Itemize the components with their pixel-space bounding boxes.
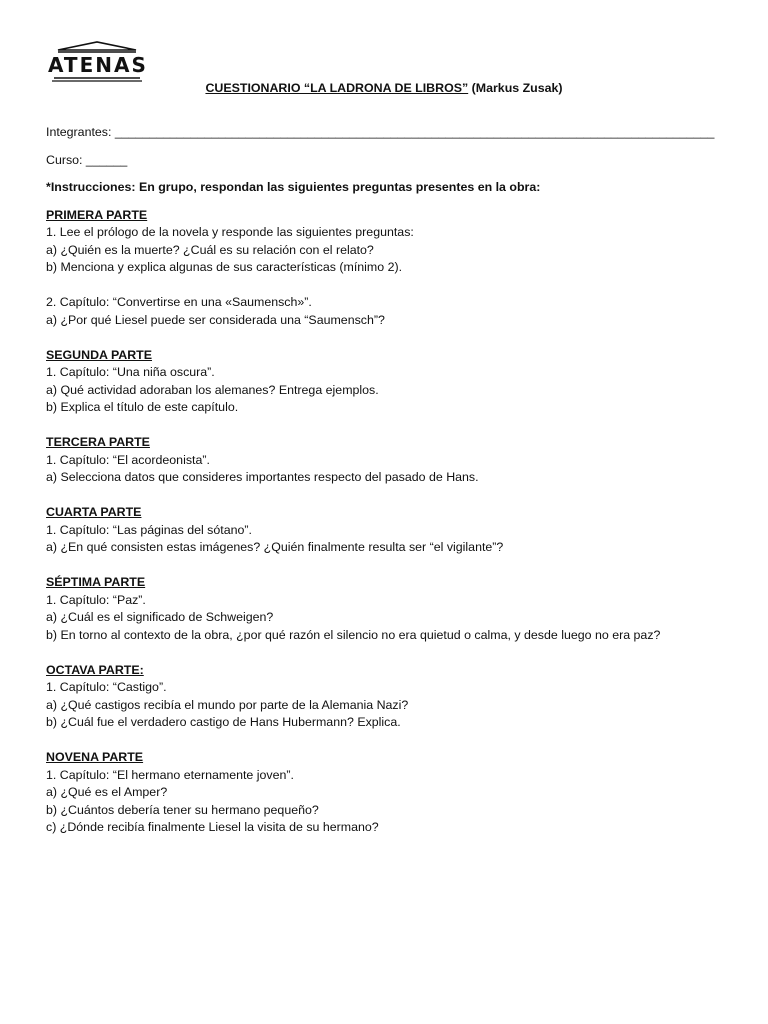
question-line: c) ¿Dónde recibía finalmente Liesel la visita de su hermano? [46, 820, 379, 834]
section-heading-cuarta: CUARTA PARTE [46, 505, 142, 519]
question-line: b) ¿Cuál fue el verdadero castigo de Hans Hubermann? Explica. [46, 715, 401, 729]
question-line: 1. Capítulo: “El acordeonista”. [46, 452, 210, 467]
section-heading-tercera: TERCERA PARTE [46, 435, 150, 449]
question-line: b) En torno al contexto de la obra, ¿por qué razón el silencio no era quietud o calma, y desde luego no era paz? [46, 627, 661, 642]
question-line: 1. Lee el prólogo de la novela y responde las siguientes preguntas: [46, 225, 414, 239]
question-line: 1. Capítulo: “El hermano eternamente joven”. [46, 767, 294, 782]
section-heading-septima: SÉPTIMA PARTE [46, 575, 146, 589]
question-line: a) ¿Qué es el Amper? [46, 785, 168, 799]
question-line: a) ¿Qué castigos recibía el mundo por parte de la Alemania Nazi? [46, 697, 409, 712]
question-line: a) ¿Cuál es el significado de Schweigen? [46, 610, 274, 624]
title-main: CUESTIONARIO “LA LADRONA DE LIBROS” [205, 81, 469, 95]
question-line: 2. Capítulo: “Convertirse en una «Saumensch»”. [46, 295, 312, 309]
question-line: 1. Capítulo: “Castigo”. [46, 680, 167, 694]
curso-field: Curso: ______ [46, 152, 128, 167]
question-line: a) ¿Por qué Liesel puede ser considerada una “Saumensch”? [46, 312, 385, 327]
question-line: a) Qué actividad adoraban los alemanes? Entrega ejemplos. [46, 382, 379, 397]
document-body [46, 124, 726, 837]
question-line: b) ¿Cuántos debería tener su hermano pequeño? [46, 802, 319, 817]
section-heading-octava: OCTAVA PARTE: [46, 662, 144, 677]
instructions: *Instrucciones: En grupo, respondan las siguientes preguntas presentes en la obra: [46, 180, 541, 194]
question-line: 1. Capítulo: “Paz”. [46, 592, 146, 607]
question-line: b) Explica el título de este capítulo. [46, 400, 239, 414]
integrantes-field: Integrantes: _______________________________________________________________________________________ [46, 125, 715, 139]
title-author: (Markus Zusak) [471, 81, 563, 95]
page-title [0, 80, 768, 96]
question-line: a) ¿Quién es la muerte? ¿Cuál es su relación con el relato? [46, 242, 374, 257]
logo-text: ATENAS [48, 53, 148, 77]
atenas-logo [48, 40, 146, 84]
section-heading-primera: PRIMERA PARTE [46, 207, 148, 222]
question-line: b) Menciona y explica algunas de sus características (mínimo 2). [46, 260, 403, 274]
question-line: a) ¿En qué consisten estas imágenes? ¿Quién finalmente resulta ser “el vigilante”? [46, 540, 504, 554]
section-heading-segunda: SEGUNDA PARTE [46, 347, 153, 362]
section-heading-novena: NOVENA PARTE [46, 750, 144, 764]
question-line: a) Selecciona datos que consideres importantes respecto del pasado de Hans. [46, 470, 479, 484]
question-line: 1. Capítulo: “Las páginas del sótano”. [46, 522, 252, 537]
question-line: 1. Capítulo: “Una niña oscura”. [46, 365, 215, 379]
